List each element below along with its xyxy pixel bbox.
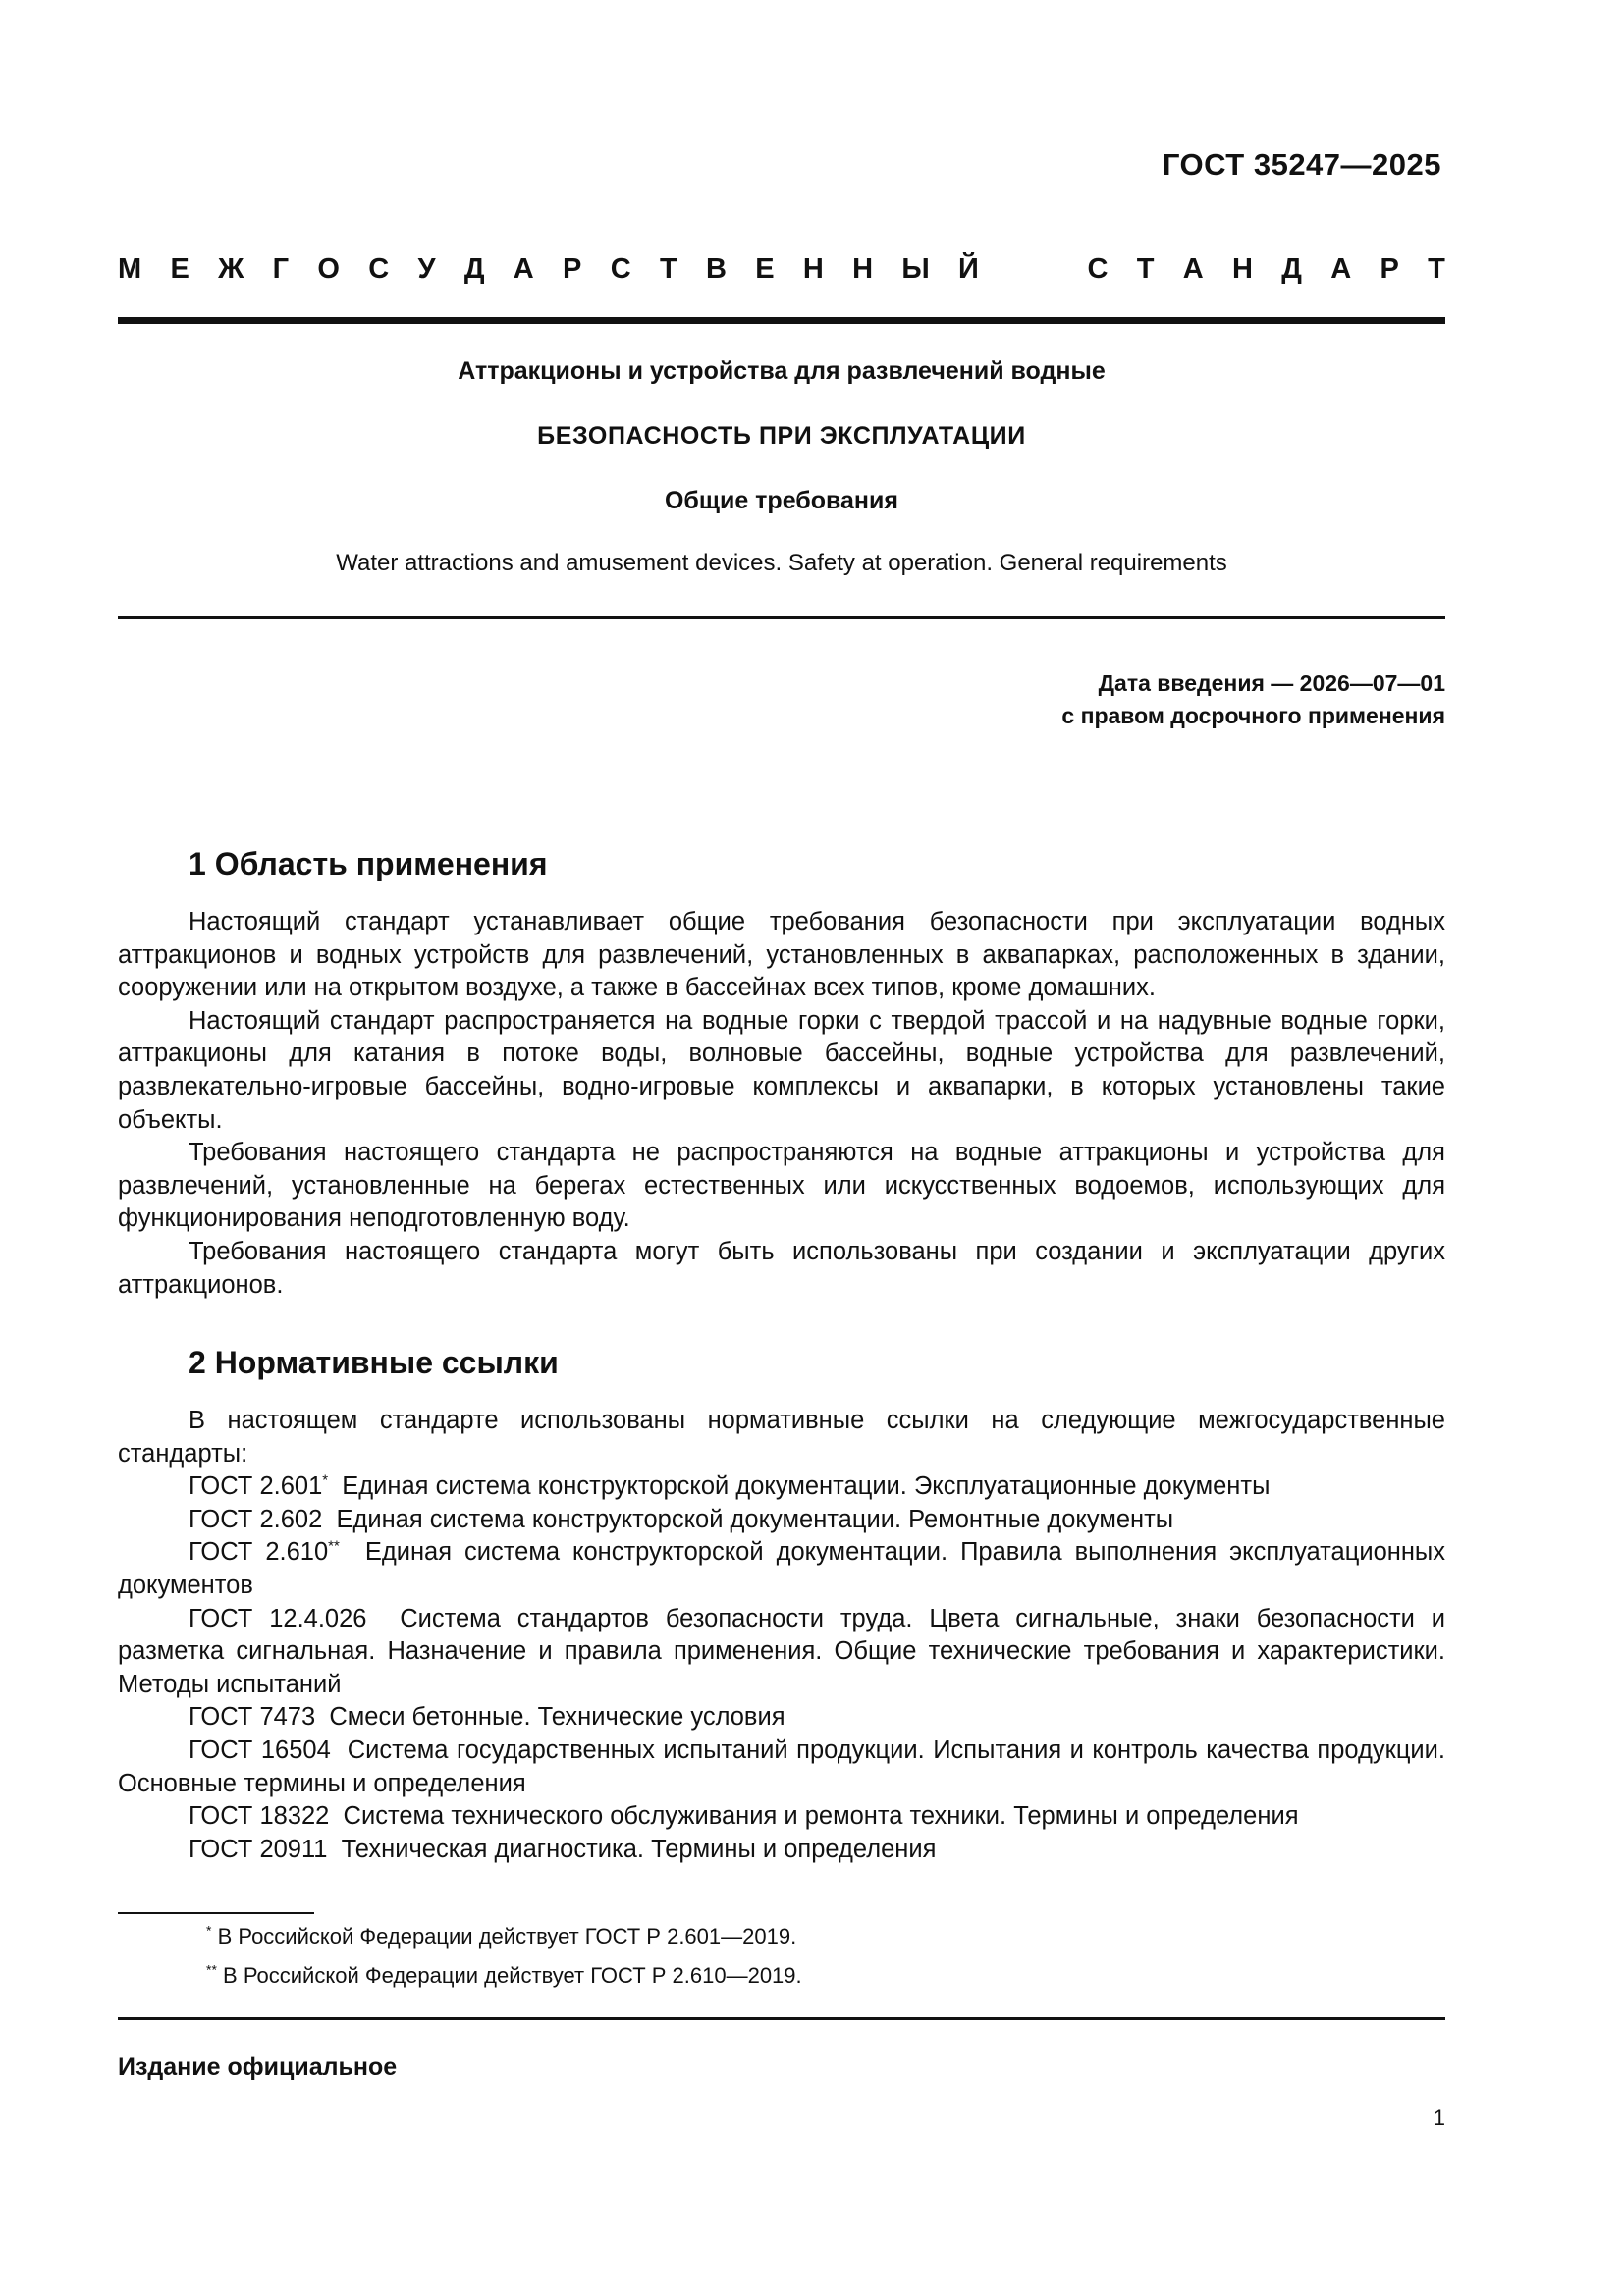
banner-letter: А (513, 253, 534, 285)
section-paragraph: Требования настоящего стандарта могут быть использованы при создании и эксплуатации других аттракционов. (118, 1237, 1445, 1299)
page-number: 1 (1433, 2106, 1445, 2130)
section-paragraph: В настоящем стандарте использованы нормативные ссылки на следующие межгосударственные стандарты: (118, 1407, 1445, 1468)
reference-title: Система технического обслуживания и ремонта техники. Термины и определения (343, 1802, 1299, 1831)
banner-letter: Д (463, 253, 485, 285)
banner-letter: В (705, 253, 727, 285)
reference-item (118, 1603, 1445, 1702)
reference-code: ГОСТ 2.601 (189, 1472, 323, 1501)
reference-item (118, 1701, 1445, 1735)
section-paragraph: Настоящий стандарт распространяется на водные горки с твердой трассой и на надувные водные горки, аттракционы для катания в потоке воды, волновые бассейны, водные устройства для развлечений, развлекательно-игровые бассейны, водно-игровые комплексы и аквапарки, в которых установлены такие объекты. (118, 1006, 1445, 1134)
reference-title: Единая система конструкторской документации. Ремонтные документы (336, 1505, 1174, 1533)
banner-letter: М (118, 253, 142, 285)
header-divider (118, 317, 1445, 324)
banner-letter: Ж (218, 253, 244, 285)
banner-letter: Р (563, 253, 582, 285)
banner-letter: Е (755, 253, 775, 285)
title-russian: Аттракционы и устройства для развлечений водные (458, 357, 1106, 385)
banner-letter: Й (958, 253, 979, 285)
document-number: ГОСТ 35247—2025 (1162, 147, 1441, 182)
banner-letter: Н (802, 253, 824, 285)
footnote-text: В Российской Федерации действует ГОСТ Р 2.601—2019. (217, 1924, 797, 1949)
introduction-date-block (1061, 667, 1445, 732)
title-subtitle: Общие требования (664, 487, 898, 514)
section-heading: 2 Нормативные ссылки (189, 1345, 559, 1380)
reference-title: Система государственных испытаний продукции. Испытания и контроль качества продукции. Основные термины и определения (118, 1735, 1445, 1797)
banner-word-gap (1007, 253, 1058, 286)
footer-divider (118, 2017, 1445, 2020)
footnote-divider (118, 1912, 314, 1914)
banner-letter: С (368, 253, 390, 285)
reference-item (118, 1536, 1445, 1602)
reference-code: ГОСТ 12.4.026 (189, 1604, 367, 1632)
reference-code: ГОСТ 7473 (189, 1703, 316, 1732)
interstate-standard-banner (118, 253, 1445, 286)
official-edition-label: Издание официальное (118, 2054, 398, 2081)
banner-letter: А (1330, 253, 1352, 285)
reference-code: ГОСТ 20911 (189, 1835, 328, 1863)
title-main: БЕЗОПАСНОСТЬ ПРИ ЭКСПЛУАТАЦИИ (537, 422, 1026, 450)
section-normative-references (118, 1345, 1445, 1866)
banner-letter: О (317, 253, 340, 285)
banner-letter: С (610, 253, 631, 285)
reference-code: ГОСТ 2.610 (189, 1538, 329, 1567)
banner-letter: С (1087, 253, 1109, 285)
introduction-date: Дата введения — 2026—07—01 (1098, 670, 1445, 696)
banner-letter: Т (659, 253, 677, 285)
footnote-mark: ** (328, 1537, 340, 1555)
reference-item (118, 1800, 1445, 1834)
banner-letter: Т (1136, 253, 1155, 285)
banner-letter: Ы (901, 253, 930, 285)
footnote-text: В Российской Федерации действует ГОСТ Р 2.610—2019. (223, 1963, 802, 1988)
footnote-mark: * (322, 1471, 329, 1489)
reference-title: Смеси бетонные. Технические условия (329, 1703, 785, 1732)
section-paragraph: Настоящий стандарт устанавливает общие требования безопасности при эксплуатации водных аттракционов и водных устройств для развлечений, установленных в аквапарках, расположенных в здании, сооружении или на открытом воздухе, а также в бассейнах всех типов, кроме домашних. (118, 908, 1445, 1002)
banner-letter: Н (852, 253, 874, 285)
reference-item (118, 1504, 1445, 1537)
banner-letter: Т (1428, 253, 1445, 285)
banner-letter: Д (1281, 253, 1302, 285)
title-divider (118, 616, 1445, 619)
early-application-note: с правом досрочного применения (1061, 703, 1445, 728)
banner-letter: А (1182, 253, 1204, 285)
banner-letter: Г (272, 253, 290, 285)
reference-title: Система стандартов безопасности труда. Цвета сигнальные, знаки безопасности и разметка сигнальная. Назначение и правила применения. Общие технические требования и характеристики. Методы испытаний (118, 1604, 1446, 1698)
reference-title: Техническая диагностика. Термины и определения (341, 1835, 937, 1863)
footnote (206, 1963, 802, 1989)
reference-code: ГОСТ 16504 (189, 1735, 331, 1764)
footnote (206, 1924, 796, 1949)
section-scope (118, 846, 1445, 1302)
banner-letter: Н (1232, 253, 1253, 285)
banner-letter: Р (1380, 253, 1399, 285)
reference-code: ГОСТ 18322 (189, 1802, 330, 1831)
footnote-mark: ** (206, 1961, 217, 1978)
reference-item (118, 1834, 1445, 1867)
reference-code: ГОСТ 2.602 (189, 1505, 323, 1533)
banner-letter: Е (170, 253, 189, 285)
reference-item (118, 1470, 1445, 1504)
reference-title: Единая система конструкторской документации. Правила выполнения эксплуатационных документов (118, 1538, 1445, 1599)
banner-letter: У (417, 253, 436, 285)
section-heading: 1 Область применения (189, 846, 548, 881)
reference-item (118, 1735, 1445, 1800)
reference-title: Единая система конструкторской документации. Эксплуатационные документы (342, 1472, 1271, 1501)
section-paragraph: Требования настоящего стандарта не распространяются на водные аттракционы и устройства для развлечений, установленные на берегах естественных или искусственных водоемов, использующих для функционирования неподготовленную воду. (118, 1139, 1445, 1233)
footnote-mark: * (206, 1922, 212, 1939)
title-english: Water attractions and amusement devices. Safety at operation. General requirements (336, 550, 1227, 576)
